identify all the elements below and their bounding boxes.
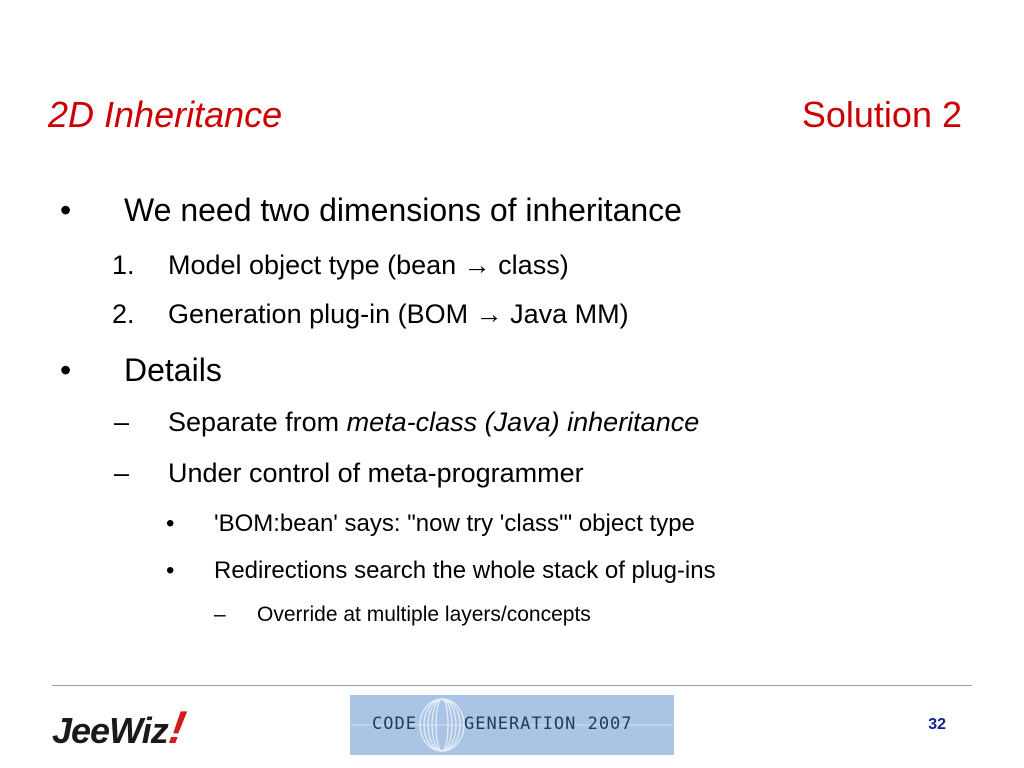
dash-text: Under control of meta-programmer	[168, 458, 584, 488]
bullet-text: Details	[124, 352, 222, 388]
bullet-text: We need two dimensions of inheritance	[124, 192, 682, 228]
dash-marker: –	[114, 458, 130, 488]
page-number: 32	[928, 716, 946, 733]
dash-text	[168, 407, 699, 438]
logo-text: JeeWiz	[52, 710, 168, 751]
numbered-text: Generation plug-in (BOM → Java MM)	[168, 299, 629, 329]
dash-text-italic: meta-class (Java) inheritance	[346, 407, 700, 437]
sub-bullet-text: 'BOM:bean' says: "now try 'class'" object type	[214, 510, 695, 537]
sub-dash-marker: –	[214, 603, 226, 626]
sub-dash-text: Override at multiple layers/concepts	[257, 603, 591, 626]
bullet-marker: •	[60, 192, 72, 228]
sub-bullet-text: Redirections search the whole stack of plug-ins	[214, 557, 716, 584]
banner-text-right: GENERATION 2007	[464, 714, 633, 734]
sub-bullet-marker: •	[166, 557, 175, 584]
sub-bullet-marker: •	[166, 510, 175, 537]
jeewiz-logo	[52, 700, 189, 753]
dash-text-plain: Separate from	[168, 407, 347, 437]
slide-title: 2D Inheritance	[48, 94, 283, 135]
code-generation-banner	[350, 695, 674, 755]
banner-text-left: CODE	[372, 714, 417, 734]
number-marker: 2.	[112, 299, 135, 329]
number-marker: 1.	[112, 250, 135, 280]
numbered-text: Model object type (bean → class)	[168, 250, 569, 280]
logo-mark: !	[165, 701, 189, 753]
slide-subtitle: Solution 2	[801, 94, 962, 135]
dash-marker: –	[114, 407, 130, 437]
bullet-marker: •	[60, 352, 72, 388]
footer-divider	[52, 685, 972, 686]
